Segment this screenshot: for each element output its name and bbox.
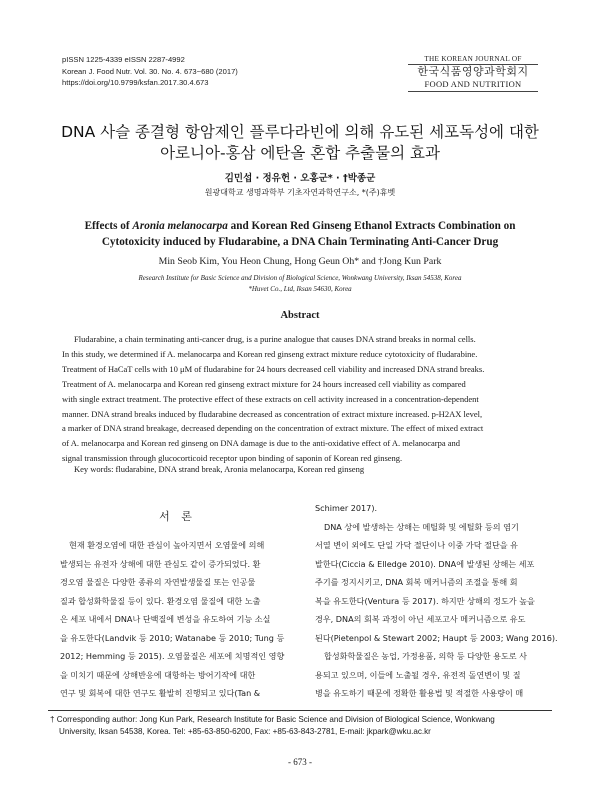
journal-name-en-bottom: FOOD AND NUTRITION <box>408 79 538 92</box>
body-line: 발생되는 유전자 상해에 대한 관심도 같이 증가되었다. 환 <box>60 558 261 569</box>
abstract-line: signal transmission through glucocorticoid receptor upon binding of saponin of Korean red ginseng. <box>62 453 403 464</box>
body-line: 현재 환경오염에 대한 관심이 높아지면서 오염물에 의해 <box>69 540 265 550</box>
abstract-line: In this study, we determined if A. melanocarpa and Korean red ginseng extract mixture reduce cytotoxicity of fludarabine. <box>62 348 478 359</box>
footnote-line2: University, Iksan 54538, Korea. Tel: +85-63-850-6200, Fax: +85-63-843-2781, E-mail: jkpark@wku.ac.kr <box>59 727 431 736</box>
body-line: 합성화학물질은 농업, 가정용품, 의학 등 다양한 용도로 사 <box>324 651 527 661</box>
issn-line: pISSN 1225-4339 eISSN 2287-4992 <box>62 55 185 64</box>
body-line: 을 미치기 때문에 상해반응에 대항하는 방어기작에 대한 <box>60 669 256 680</box>
section-heading-introduction: 서 론 <box>159 510 196 523</box>
page-number: - 673 - <box>288 757 312 767</box>
abstract-line: Treatment of A. melanocarpa and Korean red ginseng extract mixture for 24 hours increased cell viability as compared <box>62 378 466 389</box>
body-line: 병을 유도하기 때문에 정확한 활용법 및 적절한 사용량이 매 <box>315 688 524 698</box>
body-line: Schimer 2017). <box>315 503 378 513</box>
citation-line: Korean J. Food Nutr. Vol. 30. No. 4. 673~680 (2017) <box>62 66 238 76</box>
body-line: DNA 상에 발생하는 상해는 메틸화 및 에틸화 등의 염기 <box>324 521 519 532</box>
affiliation-korean: 원광대학교 생명과학부 기초자연과학연구소, *(주)휴벳 <box>204 188 396 197</box>
title-korean <box>30 122 570 164</box>
body-line: 질과 합성화학물질 등이 있다. 환경오염 물질에 대한 노출 <box>60 595 261 606</box>
affiliation-english-line2: *Huvet Co., Ltd, Iksan 54630, Korea <box>248 284 352 293</box>
body-line: 연구 및 회복에 대한 연구도 활발히 진행되고 있다(Tan & <box>60 688 261 698</box>
body-line: 된다(Pietenpol & Stewart 2002; Haupt 등 2003; Wang 2016). <box>315 632 558 643</box>
body-line: 경오염 물질은 다양한 종류의 자연발생물질 또는 인공물 <box>60 577 256 587</box>
title-korean-line1: DNA 사슬 종결형 항암제인 플루다라빈에 의해 유도된 세포독성에 대한 <box>61 123 539 141</box>
title-english <box>60 219 540 250</box>
abstract-heading: Abstract <box>280 310 320 321</box>
title-english-part-b: and Korean Red Ginseng Ethanol Extracts Combination on <box>227 220 516 232</box>
authors-english: Min Seob Kim, You Heon Chung, Hong Geun Oh* and †Jong Kun Park <box>158 256 442 267</box>
journal-name-en-top: THE KOREAN JOURNAL OF <box>408 55 538 65</box>
abstract-line: Treatment of HaCaT cells with 10 μM of fludarabine for 24 hours decreased cell viability and increased DNA strand breaks. <box>62 363 485 374</box>
journal-header-info <box>62 54 238 89</box>
title-english-part-a: Effects of <box>84 220 133 232</box>
title-english-species: Aronia melanocarpa <box>132 220 228 232</box>
affiliation-english-line1: Research Institute for Basic Science and Division of Biological Science, Wonkwang University, Iksan 54538, Korea <box>138 274 462 282</box>
title-english-line1 <box>60 219 540 235</box>
affiliation-english <box>0 273 600 294</box>
body-line: 은 세포 내에서 DNA나 단백질에 변성을 유도하여 기능 소실 <box>60 614 271 624</box>
footnote-divider <box>48 710 552 711</box>
corresponding-author-footnote <box>50 714 560 738</box>
journal-name-ko: 한국식품영양과학회지 <box>417 65 529 78</box>
abstract-line: with single extract treatment. The protective effect of these extracts on cell activity increased in a concentration-dependent <box>62 393 479 404</box>
journal-logo <box>408 55 538 92</box>
body-line: 발한다(Ciccia & Elledge 2010). DNA에 발생된 상해는 세포 <box>315 558 535 569</box>
authors-korean: 김민섭 · 정유헌 · 오홍군* · †박종군 <box>224 173 376 184</box>
keywords: Key words: fludarabine, DNA strand break, Aronia melanocarpa, Korean red ginseng <box>74 464 365 474</box>
doi-link[interactable]: https://doi.org/10.9799/ksfan.2017.30.4.673 <box>62 78 209 87</box>
abstract-body <box>62 332 550 466</box>
abstract-line: a marker of DNA strand breakage, decreased depending on the concentration of extract mixture. The effect of mixed extract <box>62 423 484 434</box>
abstract-line: of A. melanocarpa and Korean red ginseng on DNA damage is due to the anti-oxidative effect of A. melanocarpa and <box>62 438 461 449</box>
body-line: 을 유도한다(Landvik 등 2010; Watanabe 등 2010; Tung 등 <box>60 632 285 643</box>
right-column <box>315 499 558 703</box>
body-line: 경우, DNA의 회복 과정이 아닌 세포고사 메커니즘으로 유도 <box>315 614 526 624</box>
body-line: 서열 변이 외에도 단일 가닥 절단이나 이중 가닥 절단을 유 <box>315 540 518 550</box>
body-line: 주기를 정지시키고, DNA 회복 메커니즘의 조절을 통해 회 <box>315 577 518 587</box>
body-line: 용되고 있으며, 이들에 노출될 경우, 유전적 돌연변이 및 질 <box>315 669 521 680</box>
abstract-line: manner. DNA strand breaks induced by fludarabine decreased as concentration of extract mixture increased. p-H2AX level, <box>62 408 483 419</box>
abstract-line: Fludarabine, a chain terminating anti-cancer drug, is a purine analogue that causes DNA strand breaks in normal cells. <box>74 334 476 344</box>
title-english-line2: Cytotoxicity induced by Fludarabine, a DNA Chain Terminating Anti-Cancer Drug <box>101 235 499 248</box>
title-korean-line2: 아로니아-홍삼 에탄올 혼합 추출물의 효과 <box>160 144 440 162</box>
footnote-line1: † Corresponding author: Jong Kun Park, Research Institute for Basic Science and Division of Biological Science, Wonkwang <box>50 715 495 724</box>
body-line: 2012; Hemming 등 2015). 오염물질은 세포에 치명적인 영향 <box>60 651 285 661</box>
left-column <box>60 536 300 703</box>
body-line: 복을 유도한다(Ventura 등 2017). 하지만 상해의 정도가 높을 <box>315 595 535 606</box>
